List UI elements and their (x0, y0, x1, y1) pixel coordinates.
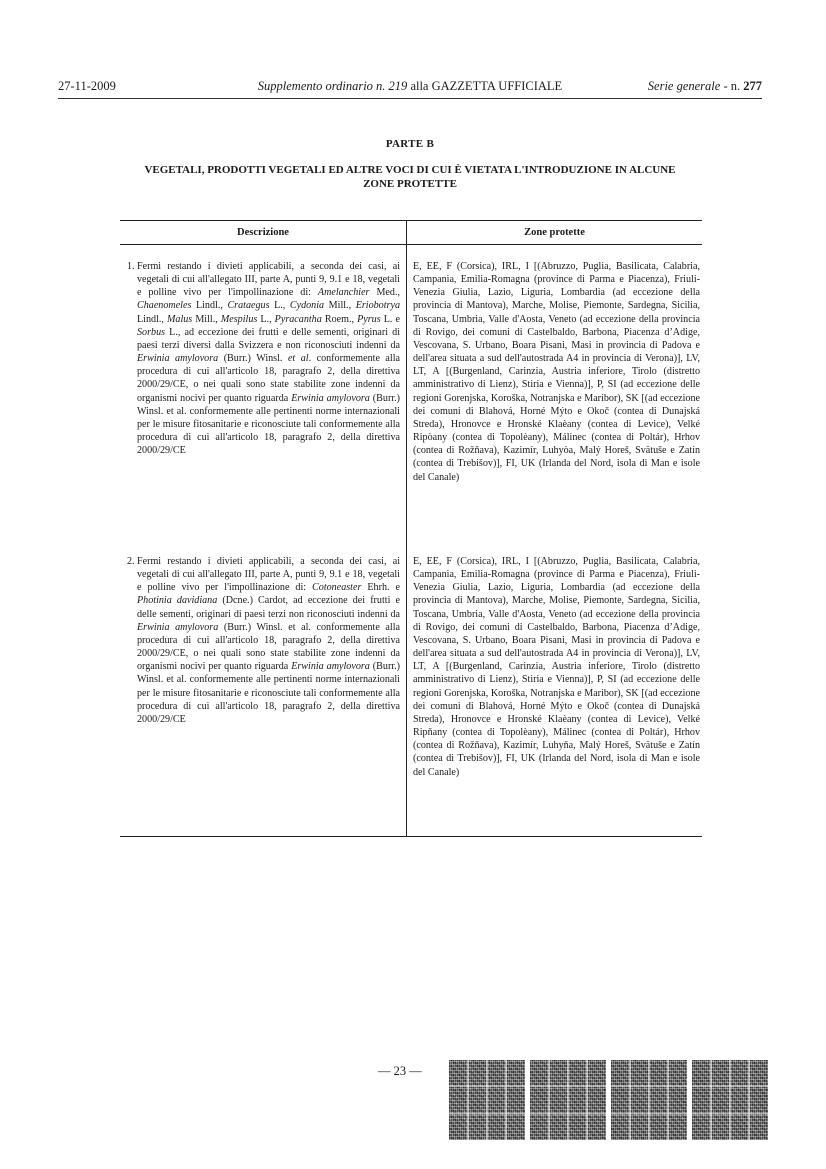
description-segment: (Burr.) Winsl. et al. conformemente alle pertinenti norme internazionali per le misure fitosanitarie e riconosciute tali conformemente alla procedura di cui all'articolo 18, paragrafo 2, della direttiva 2000/29/CE (137, 661, 400, 725)
description-segment: Roem., (321, 313, 358, 325)
item-number: 1. (127, 261, 135, 272)
taxon-name: Crataegus (227, 300, 270, 312)
barcode-block (449, 1060, 525, 1140)
description-segment: . conformemente alla procedura di cui all'articolo 18, paragrafo 2, della direttiva 2000/29/CE, o nei quali sono state stabilite zone indenni da organismi nocivi per quanto riguarda (137, 353, 400, 404)
table-row (120, 540, 702, 837)
header-rule (58, 98, 762, 99)
taxon-name: Amelanchier (317, 287, 370, 299)
description-segment: Mill., (324, 300, 356, 312)
header-publication-gazette: alla GAZZETTA UFFICIALE (407, 79, 563, 93)
protected-zones-table (120, 220, 702, 837)
taxon-name: Pyracantha (274, 313, 322, 325)
taxon-name: Cotoneaster (312, 582, 362, 594)
zones-cell: E, EE, F (Corsica), IRL, I [(Abruzzo, Puglia, Basilicata, Calabria, Campania, Emilia-Romagna (province di Parma e Piacenza), Friuli-Venezia Giulia, Lazio, Liguria, Lombardia (ad eccezione della provincia di Mantova), Marche, Molise, Piemonte, Sardegna, Sicilia, Toscana, Umbria, Valle d'Aosta, Veneto (ad eccezione della provincia di Rovigo, dei comuni di Castelbaldo, Barbona, Piacenza d’Adige, Vescovana, S. Urbano, Boara Pisani, Masi in provincia di Padova e dell'area situata a sud dell'autostrada A4 in provincia di Verona)], LV, LT, A [(Burgenland, Carinzia, Austria inferiore, Tirolo (distretto amministrativo di Lienz), Stiria e Vienna)], P, SI (ad eccezione delle regioni Gorenjska, Koroška, Notranjska e Maribor), SK [(ad eccezione dei comuni di Blahová, Horné Mýto e Okoč (contea di Dunajská Streda), Hronovce e Hronské Klaèany (contea di Levice), Velké Ripňany (contea di Topolèany), Málinec (contea di Poltár), Hrhov (contea di Rožňava), Kazimír, Luhyňa, Malý Horeš, Svätuše e Zatín (contea di Trebišov)], FI, UK (Irlanda del Nord, isola di Man e isole del Canale) (407, 540, 703, 837)
description-segment: Med., (369, 287, 400, 299)
barcode-block (692, 1060, 768, 1140)
taxon-name: Erwinia amylovora (137, 353, 219, 365)
description-item (127, 260, 400, 457)
taxon-name: Chaenomeles (137, 300, 192, 312)
header-publication-supplement: Supplemento ordinario n. 219 (257, 79, 408, 93)
taxon-name: et al (287, 353, 309, 365)
description-text (137, 261, 400, 456)
table-row (120, 245, 702, 541)
description-segment: L., (269, 300, 290, 312)
barcode-pattern-icon (449, 1060, 769, 1140)
taxon-name: Cydonia (289, 300, 325, 312)
page-header (58, 79, 762, 97)
page-number: — 23 — (378, 1064, 422, 1078)
description-segment: (Burr.) Winsl. et al. conformemente alla procedura di cui all'articolo 18, paragrafo 2, della direttiva 2000/29/CE, o nei quali sono state stabilite zone indenni da organismi nocivi per quanto riguarda (137, 621, 400, 673)
item-number: 2. (127, 556, 135, 567)
taxon-name: Eriobotrya (355, 300, 400, 312)
taxon-name: Mespilus (220, 313, 258, 325)
column-header-zones: Zone protette (407, 221, 703, 245)
description-segment: Fermi restando i divieti applicabili, a seconda dei casi, ai vegetali di cui all'allegato III, parte A, punti 9, 9.1 e 18, vegetali e polline vivo per l'impollinazione di: (137, 261, 400, 299)
description-text (137, 556, 400, 725)
description-segment: Ehrh. e (361, 582, 400, 594)
header-series-separator: - n. (720, 79, 744, 93)
taxon-name: Erwinia amylovora (291, 392, 370, 404)
barcode-block (611, 1060, 687, 1140)
table-header-row (120, 221, 702, 245)
taxon-name: Erwinia amylovora (291, 661, 370, 673)
description-segment: Fermi restando i divieti applicabili, a seconda dei casi, ai vegetali di cui all'allegato III, parte A, punti 9, 9.1 e 18, vegetali e polline vivo per l'impollinazione di: (137, 556, 400, 594)
description-segment: Lindl., (137, 313, 167, 325)
description-segment: (Dcne.) Cardot, ad eccezione dei frutti e delle sementi, originari di paesi terzi non riconosciuti indenni da (137, 595, 400, 620)
description-segment: L., ad eccezione dei frutti e delle sementi, originari di paesi terzi diversi dalla Svizzera e non riconosciuti indenni da (137, 326, 400, 351)
column-header-description: Descrizione (120, 221, 407, 245)
taxon-name: Erwinia amylovora (137, 621, 219, 633)
description-segment: L., (257, 313, 275, 325)
header-series (648, 79, 762, 94)
taxon-name: Sorbus (137, 326, 166, 338)
description-cell (120, 540, 407, 837)
part-title: PARTE B (385, 138, 435, 150)
description-item (127, 555, 400, 726)
description-segment: Lindl., (191, 300, 228, 312)
header-date: 27-11-2009 (58, 79, 116, 93)
taxon-name: Pyrus (357, 313, 381, 325)
section-subtitle: VEGETALI, PRODOTTI VEGETALI ED ALTRE VOCI DI CUI È VIETATA L'INTRODUZIONE IN ALCUNE ZONE PROTETTE (144, 164, 676, 190)
taxon-name: Malus (167, 313, 193, 325)
zones-cell: E, EE, F (Corsica), IRL, I [(Abruzzo, Puglia, Basilicata, Calabria, Campania, Emilia-Romagna (province di Parma e Piacenza), Friuli-Venezia Giulia, Lazio, Liguria, Lombardia (ad eccezione della provincia di Mantova), Marche, Molise, Piemonte, Sardegna, Sicilia, Toscana, Umbria, Valle d'Aosta, Veneto (ad eccezione della provincia di Rovigo, dei comuni di Castelbaldo, Barbona, Piacenza d’Adige, Vescovana, S. Urbano, Boara Pisani, Masi in provincia di Padova e dell'area situata a sud dell'autostrada A4 in provincia di Verona)], LV, LT, A [(Burgenland, Carinzia, Austria inferiore, Tirolo (distretto amministrativo di Lienz), Stiria e Vienna)], P, SI (ad eccezione delle regioni Gorenjska, Koroška, Notranjska e Maribor), SK [(ad eccezione dei comuni di Blahová, Horné Mýto e Okoč (contea di Dunajská Streda), Hronovce e Hronské Klaèany (contea di Levice), Velké Ripòany (contea di Topolèany), Málinec (contea di Poltár), Hrhov (contea di Rožňava), Kazimír, Luhyòa, Malý Horeš, Svätuše e Zatín (contea di Trebišov)], FI, UK (Irlanda del Nord, isola di Man e isole del Canale) (413, 261, 700, 483)
description-segment: Mill., (192, 313, 221, 325)
header-series-name: Serie generale (647, 79, 721, 93)
description-segment: (Burr.) Winsl. (218, 353, 288, 365)
header-issue-number: 277 (743, 79, 762, 93)
description-cell (120, 245, 407, 541)
taxon-name: Photinia davidiana (137, 595, 218, 607)
barcode-block (530, 1060, 606, 1140)
description-segment: (Burr.) Winsl. et al. conformemente alle pertinenti norme internazionali per le misure fitosanitarie e riconosciute tali conformemente alla procedura di cui all'articolo 18, paragrafo 2, della direttiva 2000/29/CE (137, 392, 400, 457)
description-segment: L. e (380, 313, 400, 325)
